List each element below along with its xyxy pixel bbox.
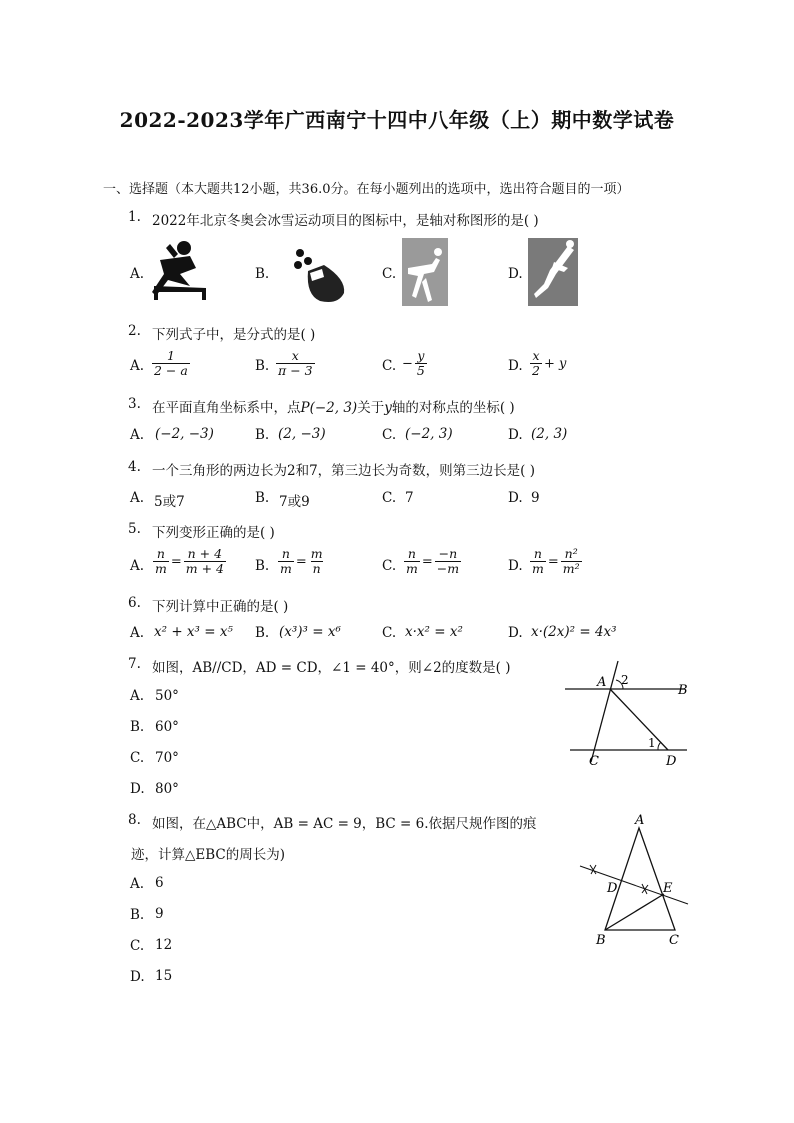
section-heading: 一、选择题（本大题共12小题，共36.0分。在每小题列出的选项中，选出符合题目的一项） <box>103 182 630 197</box>
q5-label-c: C. <box>382 558 397 574</box>
q3-option-a: (−2, −3) <box>155 426 214 442</box>
q8-text-line2: 迹，计算△EBC的周长为) <box>131 847 286 863</box>
label-d: D <box>607 881 618 896</box>
q8-number: 8. <box>128 812 141 828</box>
q5-option-c: $\frac{n}{m}$ = $\frac{-n}{-m}$ <box>406 546 460 577</box>
curling-icon-b <box>288 243 348 305</box>
segment-be <box>605 894 664 930</box>
q7-label-d: D. <box>130 781 145 797</box>
q6-text: 下列计算中正确的是( ) <box>152 599 289 615</box>
q2-option-a: $\frac{1}{2 - a}$ <box>154 348 188 379</box>
q5-number: 5. <box>128 521 141 537</box>
q7-figure <box>560 656 700 771</box>
q5-option-b: $\frac{n}{m}$ = $\frac{m}{n}$ <box>280 546 323 577</box>
q8-option-b: 9 <box>155 906 164 922</box>
q1-number: 1. <box>128 209 141 225</box>
q6-option-a: x² + x³ = x⁵ <box>154 624 233 640</box>
q3-label-a: A. <box>130 427 145 443</box>
label-e: E <box>663 881 673 896</box>
q6-option-c: x·x² = x² <box>405 624 463 640</box>
q8-label-d: D. <box>130 969 145 985</box>
q2-label-c: C. <box>382 358 397 374</box>
q7-option-c: 70° <box>155 750 179 766</box>
q3-option-b: (2, −3) <box>278 426 326 442</box>
q2-number: 2. <box>128 323 141 339</box>
angle-1-arc <box>658 742 661 750</box>
q5-option-d: $\frac{n}{m}$ = $\frac{\text{n²}}{\text{m²}}$ <box>532 546 580 577</box>
q5-option-a: $\frac{n}{m}$ = $\frac{n + 4}{m + 4}$ <box>155 546 224 577</box>
q2-label-a: A. <box>130 358 145 374</box>
q6-option-b: (x³)³ = x⁶ <box>279 624 341 640</box>
q6-label-b: B. <box>255 625 270 641</box>
skier-icon-a <box>150 238 210 304</box>
q2-text: 下列式子中，是分式的是( ) <box>152 327 316 343</box>
q8-label-c: C. <box>130 938 145 954</box>
q6-label-c: C. <box>382 625 397 641</box>
q2-label-d: D. <box>508 358 523 374</box>
q7-text: 如图，AB//CD，AD = CD，∠1 = 40°，则∠2的度数是( ) <box>152 660 511 676</box>
label-a: A <box>635 813 645 828</box>
q4-option-a: 5或7 <box>154 494 185 510</box>
q4-label-c: C. <box>382 490 397 506</box>
q7-option-d: 80° <box>155 781 179 797</box>
q6-option-d: x·(2x)² = 4x³ <box>531 624 617 640</box>
q4-label-a: A. <box>130 490 145 506</box>
q4-option-d: 9 <box>531 490 540 506</box>
q3-number: 3. <box>128 396 141 412</box>
q2-option-d: $\frac{x}{2}$ + y <box>532 348 567 379</box>
q3-label-c: C. <box>382 427 397 443</box>
q2-option-c: − $\frac{y}{5}$ <box>402 348 425 379</box>
q3-option-d: (2, 3) <box>531 426 568 442</box>
q7-label-b: B. <box>130 719 145 735</box>
q3-label-b: B. <box>255 427 270 443</box>
q8-option-a: 6 <box>155 875 164 891</box>
skating-icon-c <box>402 238 448 306</box>
q4-label-d: D. <box>508 490 523 506</box>
segment-ad <box>610 689 668 750</box>
q5-label-a: A. <box>130 558 145 574</box>
q4-number: 4. <box>128 459 141 475</box>
q8-label-a: A. <box>130 876 145 892</box>
q3-text: 在平面直角坐标系中，点P(−2, 3)关于y轴的对称点的坐标( ) <box>152 400 515 416</box>
q8-option-d: 15 <box>155 968 173 984</box>
q4-option-b: 7或9 <box>279 494 310 510</box>
q8-text-line1: 如图，在△ABC中，AB = AC = 9，BC = 6.依据尺规作图的痕 <box>152 816 537 832</box>
label-1: 1 <box>648 736 656 750</box>
q5-label-b: B. <box>255 558 270 574</box>
q6-label-a: A. <box>130 625 145 641</box>
q1-label-a: A. <box>130 266 145 282</box>
page-title: 2022-2023学年广西南宁十四中八年级（上）期中数学试卷 <box>119 108 675 132</box>
q6-number: 6. <box>128 595 141 611</box>
q6-label-d: D. <box>508 625 523 641</box>
q5-text: 下列变形正确的是( ) <box>152 525 275 541</box>
q7-label-a: A. <box>130 688 145 704</box>
q8-figure <box>572 808 698 950</box>
label-2: 2 <box>621 673 629 687</box>
q2-label-b: B. <box>255 358 270 374</box>
q7-option-b: 60° <box>155 719 179 735</box>
q4-option-c: 7 <box>405 490 414 506</box>
q3-option-c: (−2, 3) <box>405 426 453 442</box>
q1-text: 2022年北京冬奥会冰雪运动项目的图标中，是轴对称图形的是( ) <box>152 213 539 229</box>
q5-label-d: D. <box>508 558 523 574</box>
q8-label-b: B. <box>130 907 145 923</box>
label-b: B <box>678 683 688 698</box>
label-a: A <box>597 675 607 690</box>
arc-mark-right <box>642 884 648 894</box>
q1-label-c: C. <box>382 266 397 282</box>
q2-option-b: $\frac{x}{\pi - 3}$ <box>278 348 313 379</box>
label-d: D <box>666 754 677 769</box>
label-c: C <box>669 933 679 948</box>
q7-option-a: 50° <box>155 688 179 704</box>
skijump-icon-d <box>528 238 578 306</box>
q4-text: 一个三角形的两边长为2和7，第三边长为奇数，则第三边长是( ) <box>152 463 536 479</box>
q1-label-d: D. <box>508 266 523 282</box>
label-c: C <box>589 754 599 769</box>
q3-label-d: D. <box>508 427 523 443</box>
q4-label-b: B. <box>255 490 270 506</box>
q7-label-c: C. <box>130 750 145 766</box>
label-b: B <box>596 933 606 948</box>
q7-number: 7. <box>128 656 141 672</box>
q1-label-b: B. <box>255 266 270 282</box>
q8-option-c: 12 <box>155 937 173 953</box>
